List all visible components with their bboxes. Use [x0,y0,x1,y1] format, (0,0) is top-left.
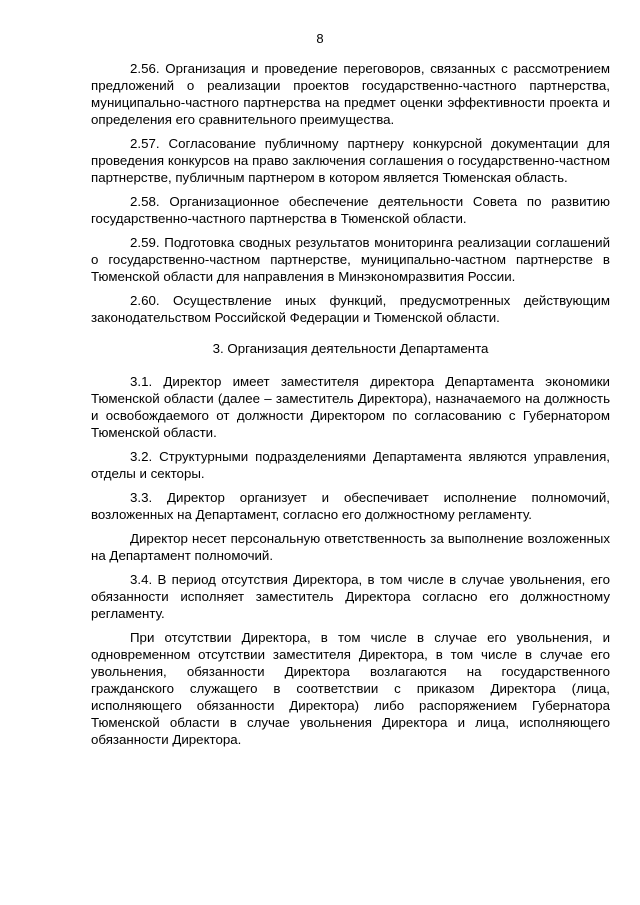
paragraph-2-56: 2.56. Организация и проведение переговоров, связанных с рассмотрением предложений о реализации проектов государственно-частного партнерства, муниципально-частного партнерства на предмет оценки эффективности проекта и определения его сравнительного преимущества. [91,61,610,127]
paragraph-2-59: 2.59. Подготовка сводных результатов мониторинга реализации соглашений о государственно-частном партнерстве, муниципально-частном партнерстве в Тюменской области для направления в Минэкономразвития России. [91,235,610,284]
paragraph-2-60: 2.60. Осуществление иных функций, предусмотренных действующим законодательством Российской Федерации и Тюменской области. [91,293,610,325]
section-heading: 3. Организация деятельности Департамента [212,341,489,356]
paragraph-3-2: 3.2. Структурными подразделениями Департамента являются управления, отделы и секторы. [91,449,610,481]
document-body [91,60,610,755]
paragraph-3-4: 3.4. В период отсутствия Директора, в том числе в случае увольнения, его обязанности исполняет заместитель Директора согласно его должностному регламенту. [91,572,610,621]
paragraph-3-3: 3.3. Директор организует и обеспечивает исполнение полномочий, возложенных на Департамент, согласно его должностному регламенту. [91,490,610,522]
page-number: 8 [316,31,324,46]
paragraph-director-responsibility: Директор несет персональную ответственность за выполнение возложенных на Департамент полномочий. [91,531,610,563]
paragraph-director-absence: При отсутствии Директора, в том числе в случае его увольнения, и одновременном отсутствии заместителя Директора, в том числе в случае его увольнения, обязанности Директора возлагаются на государственного гражданского служащего в соответствии с приказом Директора (лица, исполняющего обязанности Директора) либо распоряжением Губернатора Тюменской области в случае увольнения Директора и лица, исполняющего обязанности Директора. [91,630,610,747]
paragraph-2-57: 2.57. Согласование публичному партнеру конкурсной документации для проведения конкурсов на право заключения соглашения о государственно-частном партнерстве, публичным партнером в котором является Тюменская область. [91,136,610,185]
paragraph-2-58: 2.58. Организационное обеспечение деятельности Совета по развитию государственно-частного партнерства в Тюменской области. [91,194,610,226]
paragraph-3-1: 3.1. Директор имеет заместителя директора Департамента экономики Тюменской области (далее – заместитель Директора), назначаемого на должность и освобождаемого от должности Директором по согласованию с Губернатором Тюменской области. [91,374,610,440]
